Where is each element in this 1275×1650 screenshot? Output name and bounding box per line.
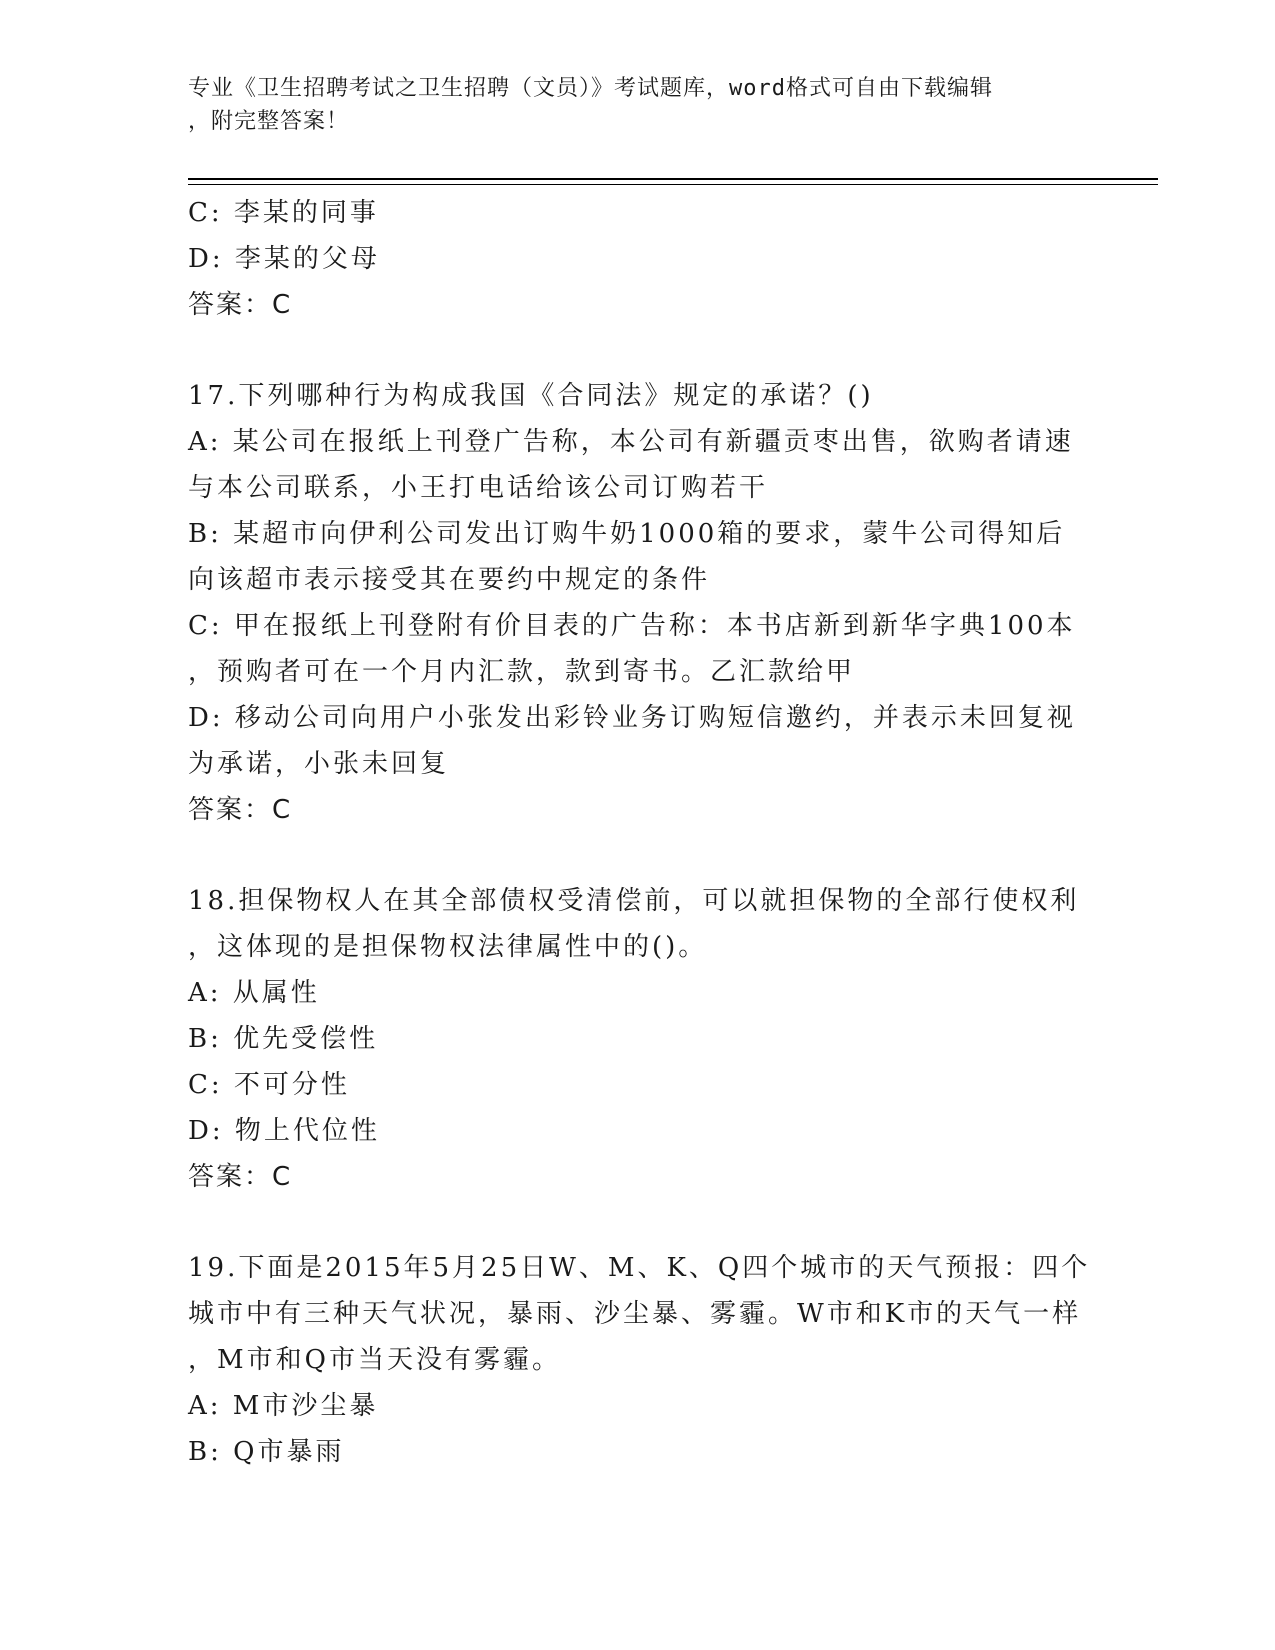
- block-spacer: [188, 328, 1088, 373]
- question-block: [188, 190, 1088, 328]
- block-spacer: [188, 833, 1088, 878]
- question-block: [188, 1245, 1091, 1475]
- question-line: A: 某公司在报纸上刊登广告称，本公司有新疆贡枣出售，欲购者请速: [188, 427, 1074, 457]
- question-block: [188, 373, 1088, 833]
- question-line: A: M市沙尘暴: [188, 1391, 379, 1421]
- header-divider-thin: [188, 184, 1158, 185]
- question-list: [188, 190, 1091, 1475]
- header-divider-thick: [188, 178, 1158, 180]
- question-line: 城市中有三种天气状况，暴雨、沙尘暴、雾霾。W市和K市的天气一样: [188, 1299, 1082, 1329]
- question-line: 与本公司联系，小王打电话给该公司订购若干: [188, 473, 769, 503]
- question-line: 向该超市表示接受其在要约中规定的条件: [188, 565, 711, 595]
- question-line: 为承诺，小张未回复: [188, 749, 450, 779]
- question-line: B: 某超市向伊利公司发出订购牛奶1000箱的要求，蒙牛公司得知后: [188, 519, 1066, 549]
- question-line: ，这体现的是担保物权法律属性中的()。: [188, 932, 708, 962]
- question-line: C: 李某的同事: [188, 198, 379, 228]
- question-line: D: 移动公司向用户小张发出彩铃业务订购短信邀约，并表示未回复视: [188, 703, 1076, 733]
- question-line: 19.下面是2015年5月25日W、M、K、Q四个城市的天气预报：四个: [188, 1253, 1091, 1283]
- question-line: B: Q市暴雨: [188, 1437, 345, 1467]
- question-line: D: 物上代位性: [188, 1116, 380, 1146]
- answer-line: 答案：C: [188, 1162, 293, 1192]
- question-line: B: 优先受偿性: [188, 1024, 379, 1054]
- question-line: 17.下列哪种行为构成我国《合同法》规定的承诺？(): [188, 381, 874, 411]
- question-line: D: 李某的父母: [188, 244, 380, 274]
- answer-line: 答案：C: [188, 290, 293, 320]
- answer-line: 答案：C: [188, 795, 293, 825]
- question-line: C: 甲在报纸上刊登附有价目表的广告称：本书店新到新华字典100本: [188, 611, 1076, 641]
- question-block: [188, 878, 1088, 1200]
- question-line: 18.担保物权人在其全部债权受清偿前，可以就担保物的全部行使权利: [188, 886, 1080, 916]
- question-line: A: 从属性: [188, 978, 320, 1008]
- document-header: [188, 72, 1088, 138]
- block-spacer: [188, 1200, 1088, 1245]
- question-line: C: 不可分性: [188, 1070, 350, 1100]
- question-line: ，预购者可在一个月内汇款，款到寄书。乙汇款给甲: [188, 657, 856, 687]
- header-line-1: 专业《卫生招聘考试之卫生招聘（文员）》考试题库，word格式可自由下载编辑: [188, 76, 993, 101]
- question-line: ，M市和Q市当天没有雾霾。: [188, 1345, 561, 1375]
- header-line-2: ，附完整答案！: [188, 109, 350, 134]
